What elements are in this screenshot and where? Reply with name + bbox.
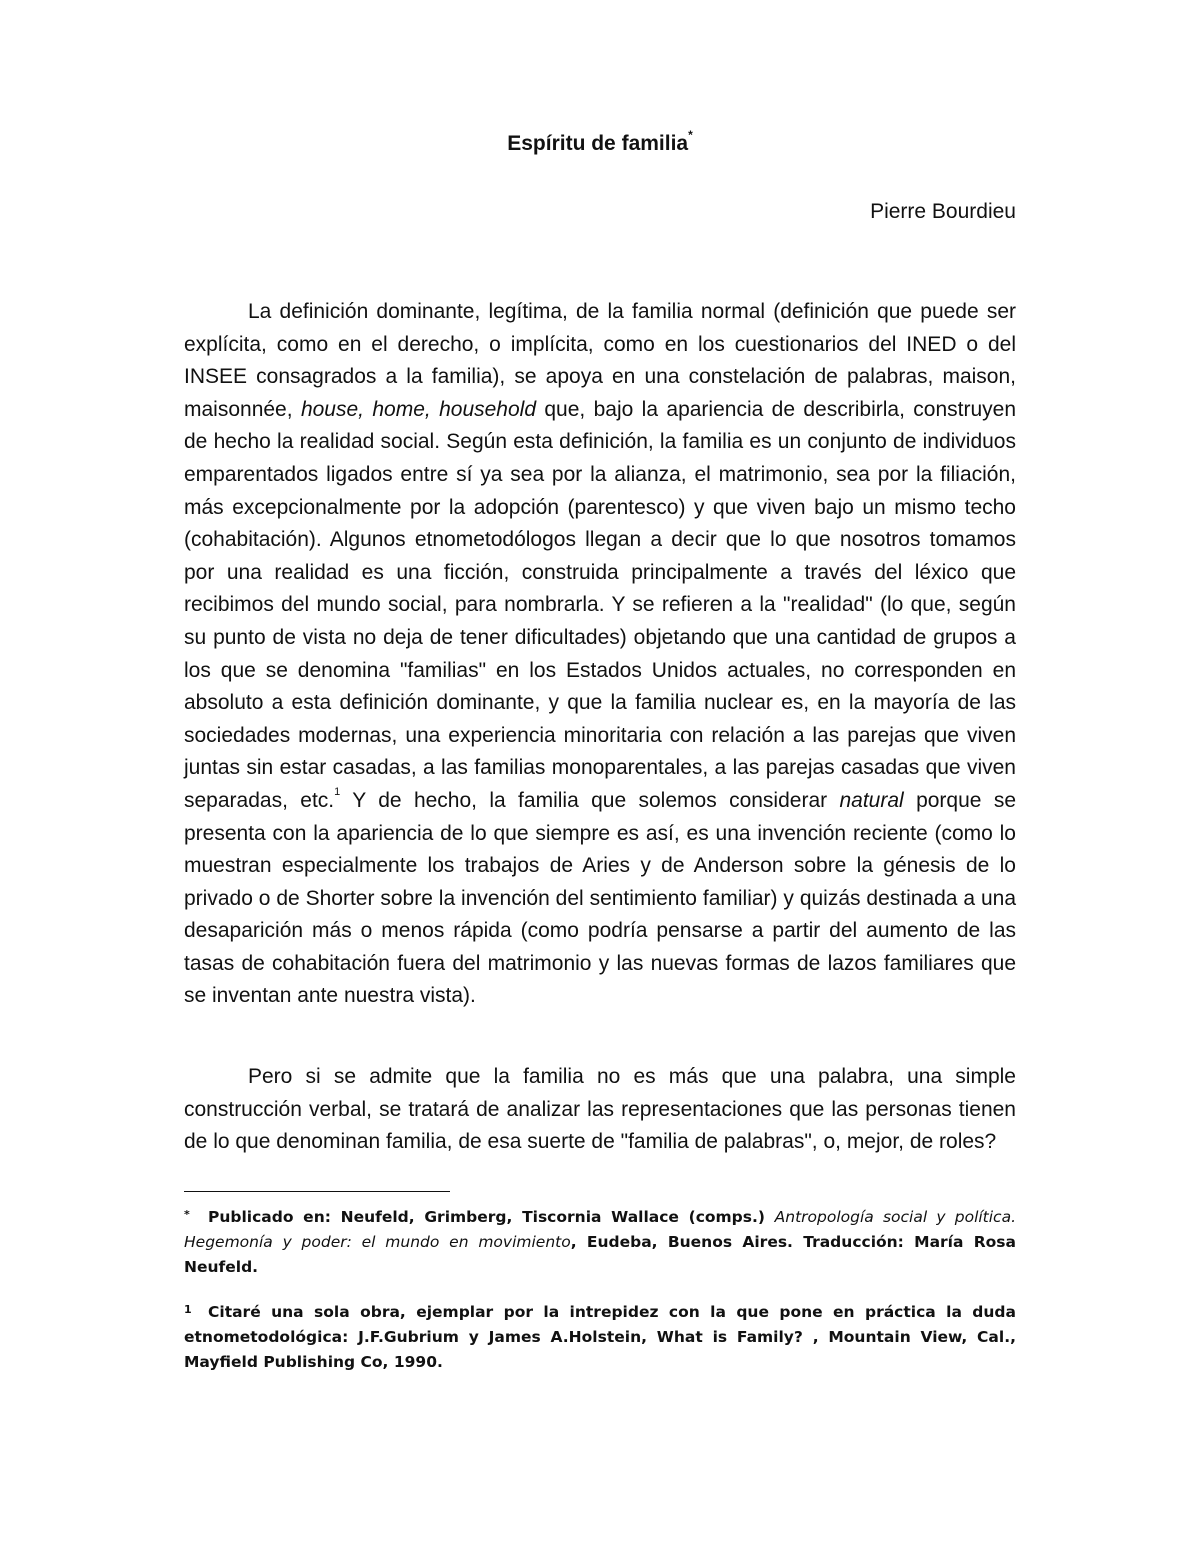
footnote-reference-1: 1 <box>334 785 341 798</box>
paragraph-1-italic-words: house, home, household <box>300 397 537 421</box>
footnote-2-text: Citaré una sola obra, ejemplar por la intrepidez con la que pone en práctica la duda etnometodológica: J.F.Gubrium y James A.Holstein, What is Family? , Mountain View, Cal., Mayfield Publishing Co, 1990. <box>184 1303 1016 1371</box>
footnote-2 <box>184 1300 1016 1375</box>
document-title <box>0 128 1200 156</box>
paragraph-1-text-a: La definición dominante, legítima, de la familia normal (definición que puede ser explícita, como en el derecho, o implícita, como en los cuestionarios del INED o del INSEE consagrados a la familia), se apoya en una constelación de palabras, maison, maisonnée, <box>184 300 1016 421</box>
footnote-separator <box>184 1191 450 1192</box>
author-name: Pierre Bourdieu <box>870 200 1016 223</box>
footnote-1-mark: * <box>184 1208 190 1221</box>
body-paragraph-2: Pero si se admite que la familia no es más que una palabra, una simple construcción verbal, se tratará de analizar las representaciones que las personas tienen de lo que denominan familia, de esa suerte de "familia de palabras", o, mejor, de roles? <box>184 1065 1016 1154</box>
paragraph-1-italic-natural: natural <box>839 788 904 812</box>
title-footnote-mark: * <box>688 128 693 142</box>
paragraph-1-text-c: Y de hecho, la familia que solemos considerar <box>340 788 840 812</box>
title-text: Espíritu de familia <box>507 132 689 155</box>
footnote-1-text-b: , Eudeba, Buenos Aires. Traducción: María Rosa Neufeld. <box>184 1233 1016 1276</box>
paragraph-1-text-b: que, bajo la apariencia de describirla, construyen de hecho la realidad social. Según esta definición, la familia es un conjunto de individuos emparentados ligados entre sí ya sea por la alianza, el matrimonio, sea por la filiación, más excepcionalmente por la adopción (parentesco) y que viven bajo un mismo techo (cohabitación). Algunos etnometodólogos llegan a decir que lo que nosotros tomamos por una realidad es una ficción, construida principalmente a través del léxico que recibimos del mundo social, para nombrarla. Y se refieren a la "realidad" (lo que, según su punto de vista no deja de tener dificultades) objetando que una cantidad de grupos a los que se denomina "familias" en los Estados Unidos actuales, no corresponden en absoluto a esta definición dominante, y que la familia nuclear es, en la mayoría de las sociedades modernas, una experiencia minoritaria con relación a las parejas que viven juntas sin estar casadas, a las familias monoparentales, a las parejas casadas que viven separadas, etc. <box>184 397 1017 812</box>
footnote-1-italic-title: Antropología social y política. Hegemonía y poder: el mundo en movimiento <box>184 1208 1017 1251</box>
paragraph-1-text-d: porque se presenta con la apariencia de lo que siempre es así, es una invención reciente (como lo muestran especialmente los trabajos de Aries y de Anderson sobre la génesis de lo privado o de Shorter sobre la invención del sentimiento familiar) y quizás destinada a una desaparición más o menos rápida (como podría pensarse a partir del aumento de las tasas de cohabitación fuera del matrimonio y las nuevas formas de lazos familiares que se inventan ante nuestra vista). <box>184 788 1016 1008</box>
footnote-1 <box>184 1205 1016 1280</box>
body-paragraph-1 <box>184 296 1016 1013</box>
footnote-1-text-a: Publicado en: Neufeld, Grimberg, Tiscornia Wallace (comps.) <box>208 1208 775 1226</box>
footnote-2-mark: 1 <box>184 1303 192 1316</box>
